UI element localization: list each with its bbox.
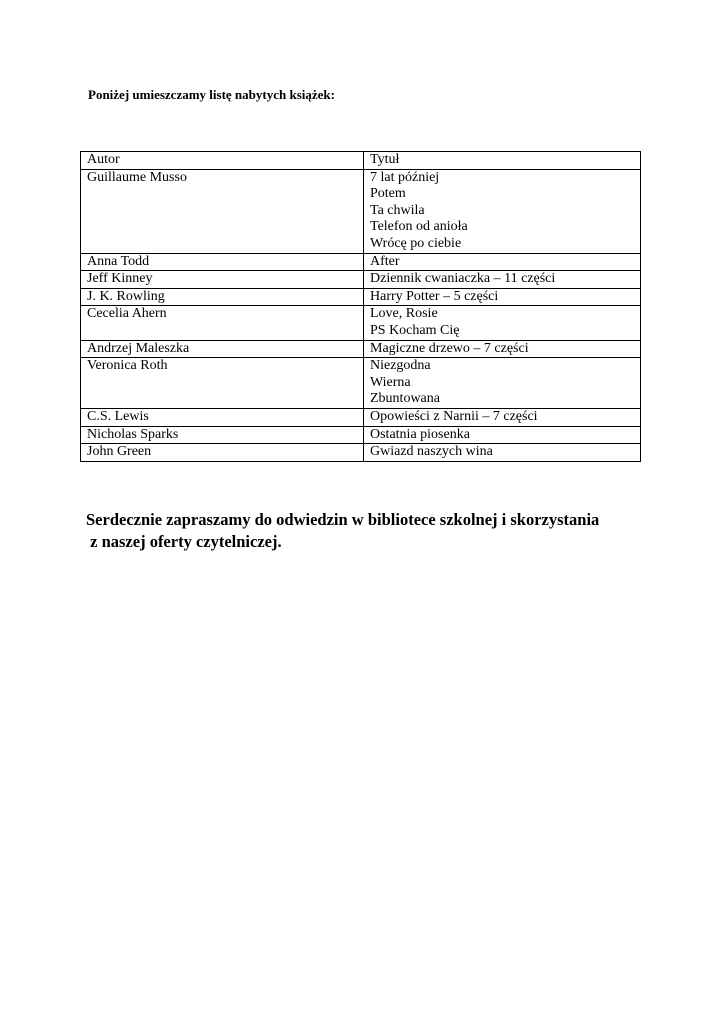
books-table [80, 151, 641, 462]
author-cell: Nicholas Sparks [81, 426, 364, 444]
book-title: Ostatnia piosenka [370, 426, 470, 442]
title-cell [364, 271, 641, 289]
author-cell: C.S. Lewis [81, 408, 364, 426]
book-title: After [370, 253, 400, 269]
title-cell [364, 358, 641, 409]
title-cell [364, 340, 641, 358]
book-title: Niezgodna [370, 358, 431, 374]
book-title: Telefon od anioła [370, 219, 468, 235]
table-row [81, 408, 641, 426]
table-row [81, 271, 641, 289]
book-title: Gwiazd naszych wina [370, 444, 493, 460]
invitation-text [86, 509, 666, 553]
table-row [81, 444, 641, 462]
title-cell [364, 306, 641, 340]
book-title: Wrócę po ciebie [370, 235, 462, 251]
book-title: Zbuntowana [370, 391, 440, 407]
author-cell: Jeff Kinney [81, 271, 364, 289]
author-cell: John Green [81, 444, 364, 462]
book-title: Dziennik cwaniaczka – 11 części [370, 271, 556, 287]
author-cell: Andrzej Maleszka [81, 340, 364, 358]
book-title: PS Kocham Cię [370, 322, 460, 338]
author-cell: Guillaume Musso [81, 169, 364, 253]
book-title: Wierna [370, 374, 411, 390]
table-row [81, 358, 641, 409]
book-title: Opowieści z Narnii – 7 części [370, 408, 538, 424]
book-title: Harry Potter – 5 części [370, 288, 499, 304]
table-row [81, 169, 641, 253]
table-row [81, 253, 641, 271]
author-cell: Cecelia Ahern [81, 306, 364, 340]
book-title: Potem [370, 186, 406, 202]
table-row [81, 340, 641, 358]
title-cell [364, 169, 641, 253]
author-column-header: Autor [81, 152, 364, 170]
title-cell [364, 288, 641, 306]
title-cell [364, 253, 641, 271]
invitation-line-1: Serdecznie zapraszamy do odwiedzin w bibliotece szkolnej i skorzystania [86, 510, 600, 529]
book-title: Love, Rosie [370, 306, 438, 322]
table-row [81, 288, 641, 306]
title-column-header: Tytuł [364, 152, 641, 170]
books-table-body [81, 169, 641, 461]
table-row [81, 426, 641, 444]
author-cell: Veronica Roth [81, 358, 364, 409]
table-header-row [81, 152, 641, 170]
book-title: Ta chwila [370, 202, 425, 218]
title-cell [364, 408, 641, 426]
author-cell: Anna Todd [81, 253, 364, 271]
title-cell [364, 444, 641, 462]
table-row [81, 306, 641, 340]
title-cell [364, 426, 641, 444]
invitation-line-2: z naszej oferty czytelniczej. [86, 532, 282, 551]
book-title: 7 lat później [370, 169, 440, 185]
book-title: Magiczne drzewo – 7 części [370, 340, 529, 356]
author-cell: J. K. Rowling [81, 288, 364, 306]
page-heading: Poniżej umieszczamy listę nabytych książek: [88, 87, 335, 102]
